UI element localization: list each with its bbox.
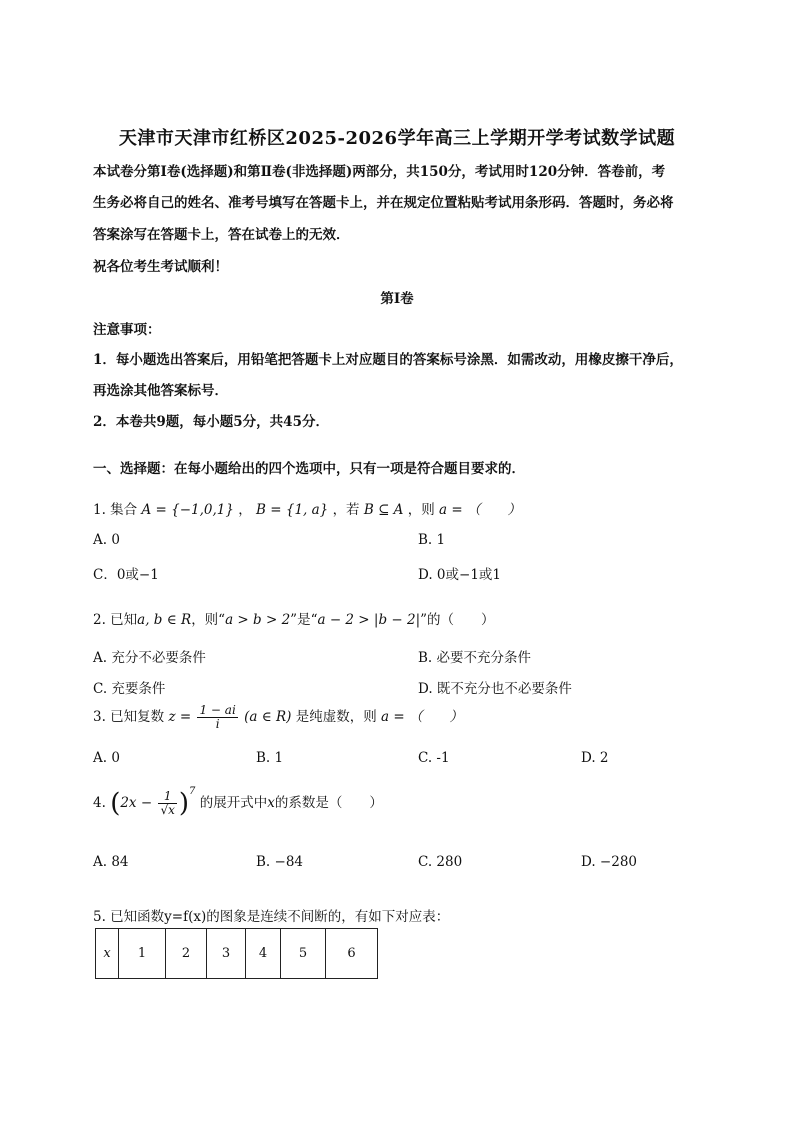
q2-option-a: A. 充分不必要条件 [93,650,206,666]
q3-option-d: D. 2 [581,750,609,766]
q3-option-c: C. -1 [418,750,450,766]
intro-line-3: 答案涂写在答题卡上，答在试卷上的无效． [93,227,350,243]
notes-item-1-line-2: 再选涂其他答案标号． [93,383,228,399]
q2-option-d: D. 既不充分也不必要条件 [418,681,572,697]
q3-tail: 是纯虚数，则 [295,709,377,725]
intro-line-4: 祝各位考生考试顺利！ [93,259,228,275]
q1-prefix: 1. 集合 [93,502,138,518]
part1-heading: 一、选择题：在每小题给出的四个选项中，只有一项是符合题目要求的． [93,461,525,477]
q4-exponent: 7 [189,785,196,797]
q3-option-b: B. 1 [256,750,284,766]
q2-option-b: B. 必要不充分条件 [418,650,532,666]
q3-fraction [197,704,237,731]
q2-condition-1: a > b > 2 [225,612,291,628]
q2-option-c: C. 充要条件 [93,681,166,697]
table-header-cell: x [96,929,119,979]
q3-ask: a = （ ） [381,709,463,725]
table-header-cell: 6 [326,929,378,979]
q1-option-a: A. 0 [93,532,120,548]
q1-condition: B ⊆ A [363,502,404,518]
intro-line-2: 生务必将自己的姓名、准考号填写在答题卡上，并在规定位置粘贴考试用条形码．答题时，务必将 [93,195,674,211]
document-title: 天津市天津市红桥区2025-2026学年高三上学期开学考试数学试题 [118,128,676,149]
q4-var: x [267,795,275,811]
q4-numerator: 1 [158,790,176,804]
q1-option-b: B. 1 [418,532,446,548]
question-4-stem [93,785,383,819]
table-header-cell: 5 [281,929,326,979]
q4-denominator: √x [160,803,175,817]
question-1-stem [93,498,521,518]
q1-sep-1: ， [238,502,252,518]
q3-option-a: A. 0 [93,750,120,766]
q4-right-paren: ) [178,788,190,819]
section-heading: 第Ⅰ卷 [380,291,414,307]
notes-heading: 注意事项： [93,322,161,338]
q4-option-c: C. 280 [418,854,463,870]
notes-item-2: 2．本卷共9题，每小题5分，共45分． [93,414,329,430]
q4-prefix: 4. [93,795,106,811]
q1-sep-2: ，若 [332,502,360,518]
notes-item-1-line-1: 1．每小题选出答案后，用铅笔把答题卡上对应题目的答案标号涂黑．如需改动，用橡皮擦干净后， [93,352,683,368]
q4-option-a: A. 84 [93,854,129,870]
q4-tail-2: 的系数是（ ） [274,795,383,811]
q4-option-d: D. −280 [581,854,638,870]
q2-tail: ”的（ ） [420,612,495,628]
table-header-cell: 3 [207,929,246,979]
q3-z-eq: z = [168,709,192,725]
q2-condition-2: a − 2 > |b − 2| [317,612,421,628]
q1-option-d: D. 0或−1或1 [418,567,502,583]
table-header-cell: 1 [119,929,166,979]
q4-left-paren: ( [110,788,121,819]
q1-ask: a = （ ） [439,502,521,518]
q5-table [95,928,378,979]
table-header-cell: 2 [166,929,207,979]
question-2-stem [93,608,495,628]
table-header-cell: 4 [246,929,281,979]
q3-prefix: 3. 已知复数 [93,709,165,725]
q4-tail: 的展开式中 [199,795,268,811]
q2-vars: a, b ∈ R [137,612,192,628]
q2-mid-1: ，则“ [191,612,226,628]
q1-option-c: C．0或−1 [93,567,159,583]
q4-fraction [158,790,176,817]
q3-denominator: i [215,717,220,731]
table-row [96,929,378,979]
q4-option-b: B. −84 [256,854,303,870]
q2-mid-2: ”是“ [290,612,318,628]
intro-line-1: 本试卷分第Ⅰ卷(选择题)和第Ⅱ卷(非选择题)两部分，共150分，考试用时120分钟．答卷前，考 [93,164,666,180]
q3-numerator: 1 − ai [199,703,236,717]
q1-set-b: B = {1, a} [256,502,329,518]
q3-condition: (a ∈ R) [244,709,292,725]
q2-prefix: 2. 已知 [93,612,138,628]
question-3-stem [93,704,463,731]
q1-tail: ，则 [407,502,435,518]
question-5-stem: 5. 已知函数y=f(x)的图象是连续不间断的，有如下对应表： [93,909,450,925]
q1-set-a: A = {−1,0,1} [141,502,234,518]
q4-base: 2x − [120,795,153,811]
